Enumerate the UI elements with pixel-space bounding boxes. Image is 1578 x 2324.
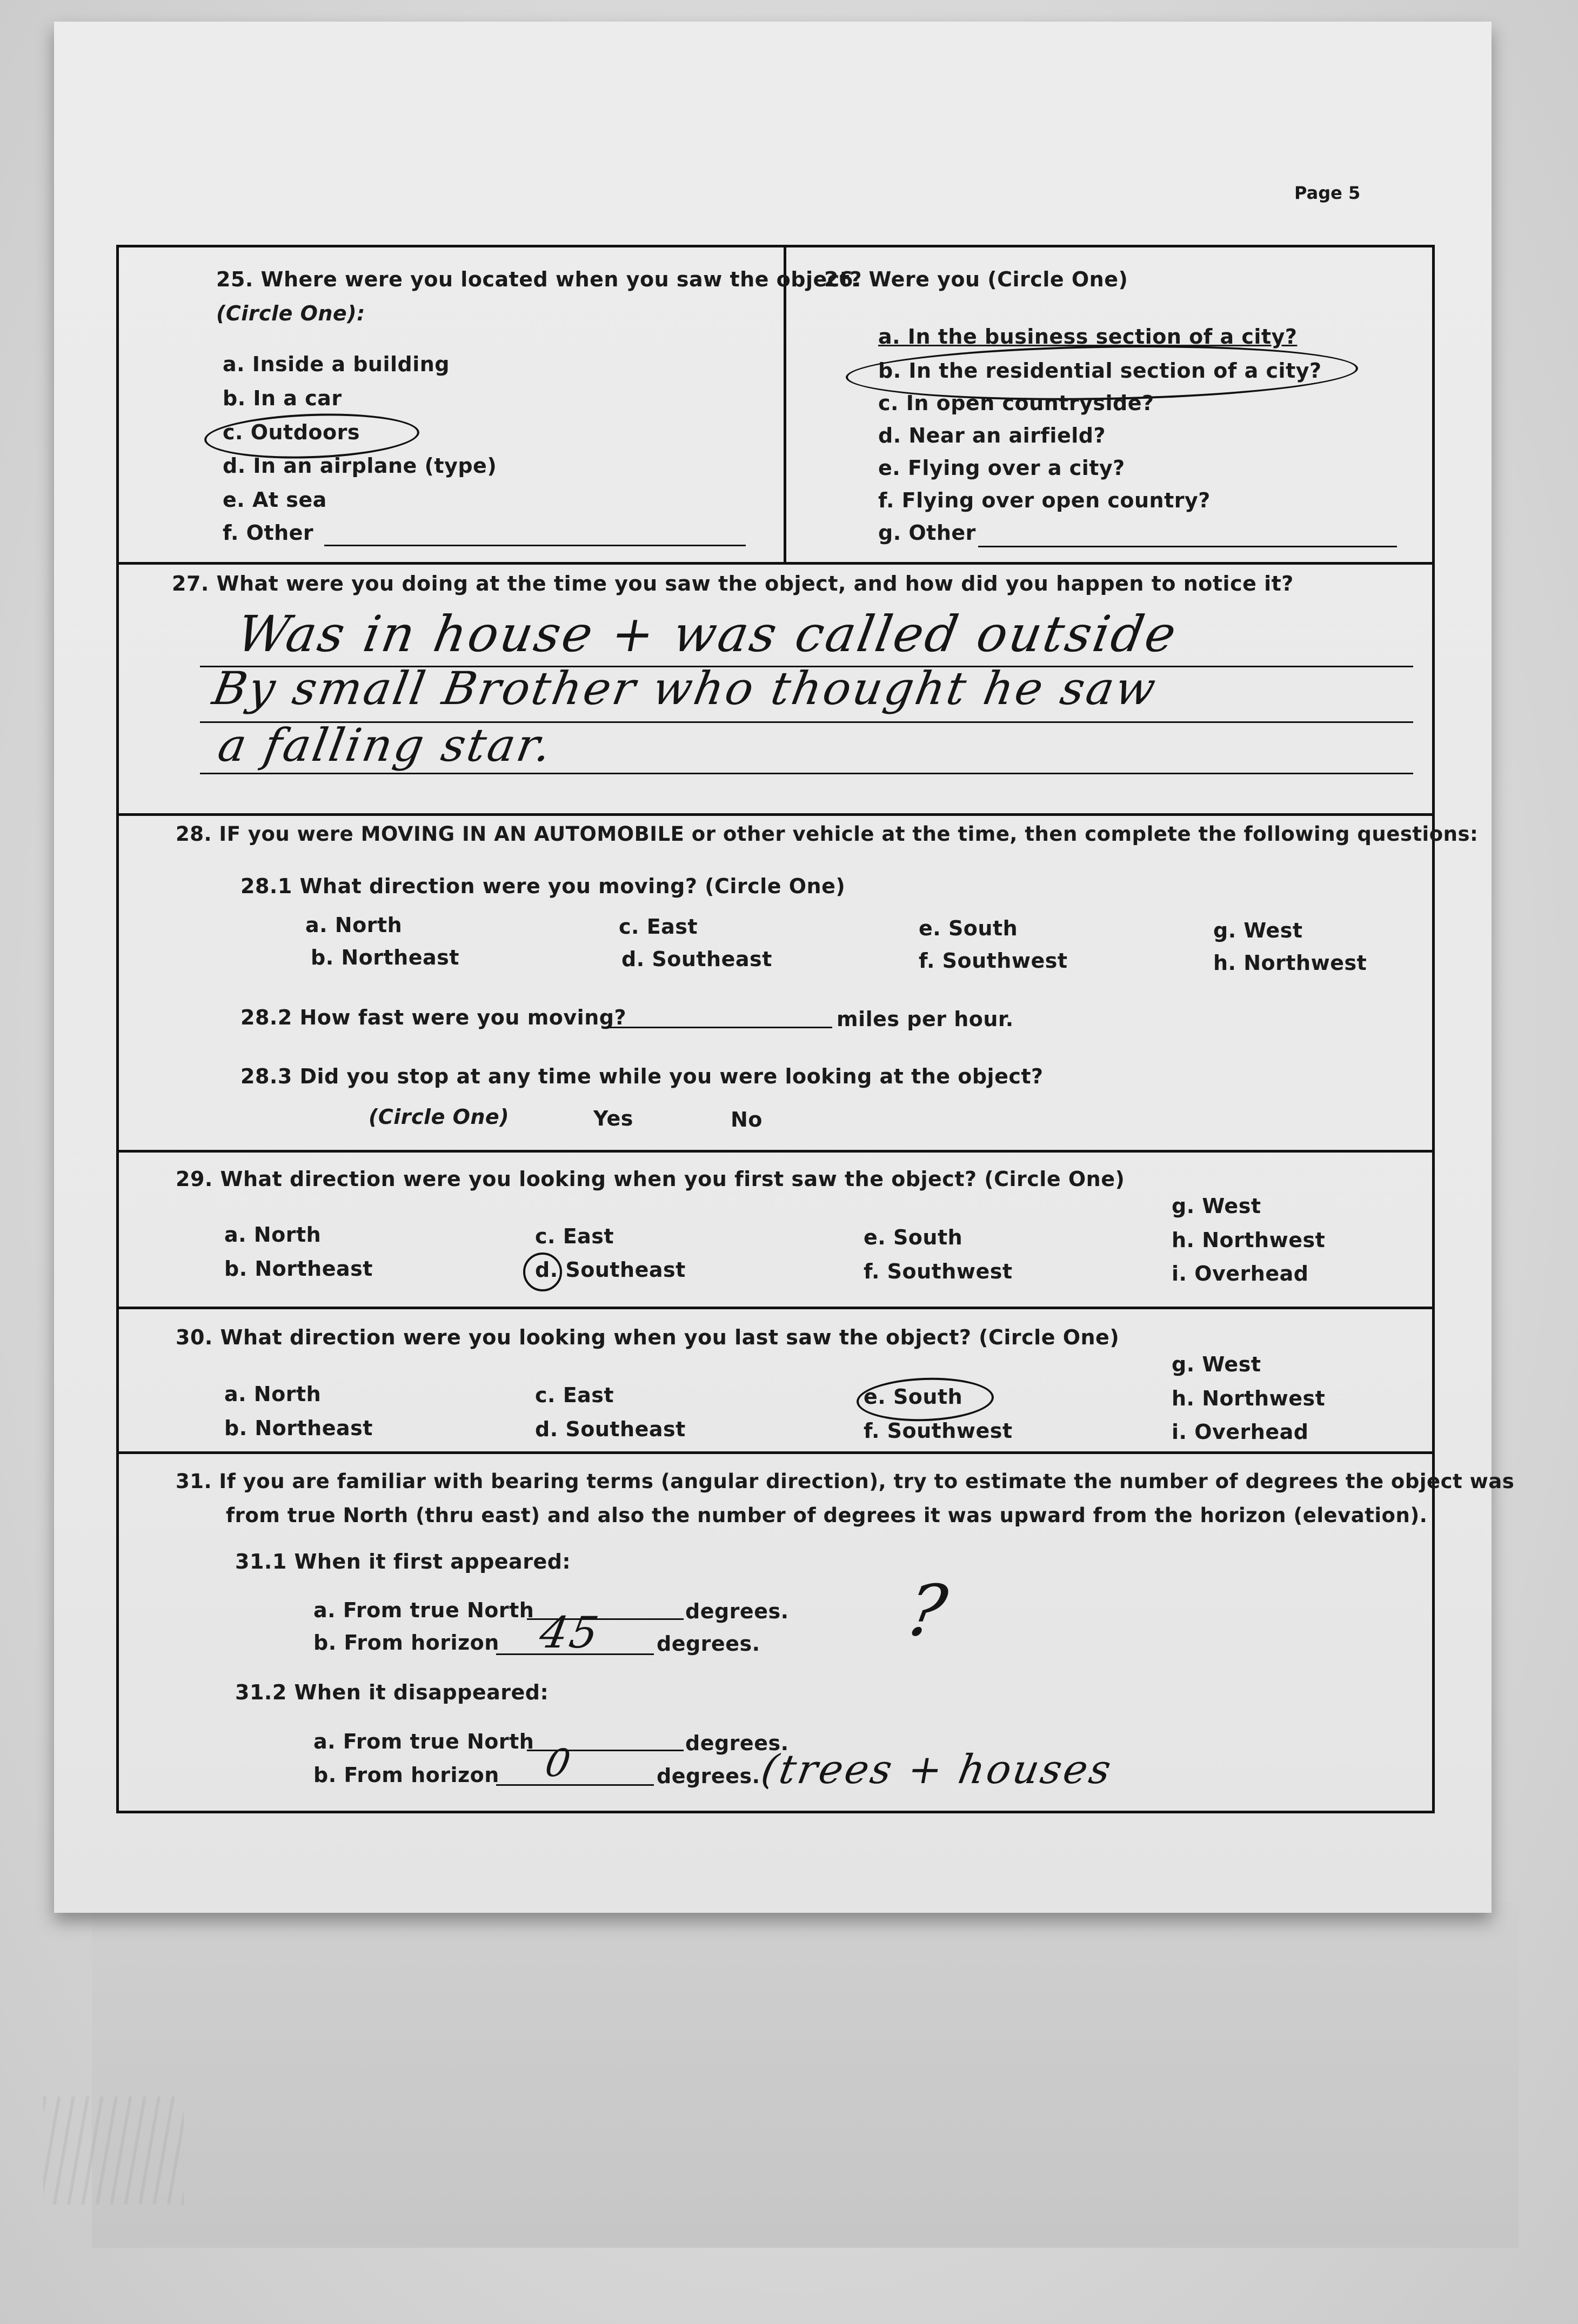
underlying-sheet <box>92 1902 1519 2248</box>
q25-other-line <box>324 545 746 546</box>
q29-option-e[interactable]: e. South <box>864 1225 963 1249</box>
q26-option-g[interactable]: g. Other <box>878 521 976 545</box>
q31-2-from-north-label: a. From true North <box>313 1730 534 1753</box>
q29-option-a[interactable]: a. North <box>224 1223 322 1247</box>
q26-option-f[interactable]: f. Flying over open country? <box>878 488 1211 512</box>
q31-1-heading: 31.1 When it first appeared: <box>235 1550 571 1573</box>
q25-instruction: (Circle One): <box>216 302 365 325</box>
q26-option-a[interactable]: a. In the business section of a city? <box>878 325 1298 349</box>
q28-2-speed-line[interactable] <box>605 1027 832 1028</box>
q29-answer-circle <box>523 1253 562 1291</box>
q25-option-c[interactable]: c. Outdoors <box>223 420 360 444</box>
divider-29 <box>119 1150 1432 1153</box>
q31-2-heading: 31.2 When it disappeared: <box>235 1680 549 1704</box>
q25-option-a[interactable]: a. Inside a building <box>223 352 450 376</box>
q30-question: 30. What direction were you looking when you last saw the object? (Circle One) <box>176 1325 1120 1349</box>
q26-option-d[interactable]: d. Near an airfield? <box>878 424 1106 447</box>
q27-answer-line1: Was in house + was called outside <box>232 605 1182 663</box>
q28-3-instruction: (Circle One) <box>369 1105 510 1129</box>
q25-option-d[interactable]: d. In an airplane (type) <box>223 454 497 478</box>
q31-2-horizon-value: 0 <box>541 1741 576 1785</box>
q30-option-d[interactable]: d. Southeast <box>535 1417 686 1441</box>
q28-1-option-d[interactable]: d. Southeast <box>621 947 772 971</box>
q28-2-unit: miles per hour. <box>837 1007 1014 1031</box>
q26-option-c[interactable]: c. In open countryside? <box>878 391 1154 415</box>
q28-3-question: 28.3 Did you stop at any time while you were looking at the object? <box>240 1064 1044 1088</box>
column-divider <box>784 247 786 562</box>
q26-option-e[interactable]: e. Flying over a city? <box>878 456 1125 480</box>
q28-1-option-f[interactable]: f. Southwest <box>919 949 1068 973</box>
divider-30 <box>119 1307 1432 1309</box>
q25-option-e[interactable]: e. At sea <box>223 488 327 512</box>
q30-option-c[interactable]: c. East <box>535 1383 614 1407</box>
q30-option-a[interactable]: a. North <box>224 1382 322 1406</box>
q31-2-north-degrees: degrees. <box>685 1731 789 1755</box>
q28-2-question: 28.2 How fast were you moving? <box>240 1006 626 1029</box>
q29-option-f[interactable]: f. Southwest <box>864 1260 1013 1283</box>
q31-2-horizon-degrees: degrees. <box>657 1764 760 1788</box>
q28-question: 28. IF you were MOVING IN AN AUTOMOBILE or other vehicle at the time, then complete the following questions: <box>176 822 1479 846</box>
q26-question: 26. Were you (Circle One) <box>824 267 1128 291</box>
q31-1-north-degrees: degrees. <box>685 1599 789 1623</box>
q30-option-b[interactable]: b. Northeast <box>224 1416 373 1440</box>
q30-option-i[interactable]: i. Overhead <box>1172 1420 1309 1444</box>
q29-option-d[interactable]: d. Southeast <box>535 1258 686 1282</box>
q31-1-horizon-value: 45 <box>536 1608 604 1658</box>
q28-3-no[interactable]: No <box>731 1108 763 1131</box>
q29-question: 29. What direction were you looking when you first saw the object? (Circle One) <box>176 1167 1125 1191</box>
q28-1-option-h[interactable]: h. Northwest <box>1213 951 1367 975</box>
q26-other-line <box>978 546 1397 547</box>
q25-question: 25. Where were you located when you saw the object? <box>216 267 862 291</box>
q28-3-yes[interactable]: Yes <box>593 1107 633 1130</box>
q27-question: 27. What were you doing at the time you saw the object, and how did you happen to notice it? <box>172 572 1294 595</box>
q27-answer-line2: By small Brother who thought he saw <box>209 662 1162 715</box>
q26-option-b[interactable]: b. In the residential section of a city? <box>878 359 1322 383</box>
q25-option-f[interactable]: f. Other <box>223 521 314 545</box>
q31-2-note: (trees + houses <box>758 1746 1116 1793</box>
q31-2-horizon-line[interactable] <box>496 1784 654 1786</box>
q30-option-h[interactable]: h. Northwest <box>1172 1387 1326 1410</box>
q31-1-horizon-degrees: degrees. <box>657 1632 760 1656</box>
q28-1-option-b[interactable]: b. Northeast <box>311 946 459 969</box>
q31-question-line2: from true North (thru east) and also the number of degrees it was upward from the horizon (elevation). <box>226 1504 1428 1527</box>
q31-1-from-north-label: a. From true North <box>313 1598 534 1622</box>
q27-line3 <box>200 773 1413 774</box>
divider-28 <box>119 813 1432 816</box>
divider-31 <box>119 1451 1432 1454</box>
q29-option-c[interactable]: c. East <box>535 1224 614 1248</box>
q29-option-h[interactable]: h. Northwest <box>1172 1228 1326 1252</box>
q25-option-b[interactable]: b. In a car <box>223 386 342 410</box>
q30-option-e[interactable]: e. South <box>864 1385 963 1409</box>
q28-1-option-c[interactable]: c. East <box>619 915 698 939</box>
q28-1-option-g[interactable]: g. West <box>1213 919 1303 942</box>
q29-option-g[interactable]: g. West <box>1172 1194 1261 1218</box>
q30-option-g[interactable]: g. West <box>1172 1352 1261 1376</box>
q28-1-option-e[interactable]: e. South <box>919 916 1018 940</box>
q29-option-i[interactable]: i. Overhead <box>1172 1262 1309 1285</box>
q29-option-b[interactable]: b. Northeast <box>224 1257 373 1281</box>
page-number: Page 5 <box>1294 183 1361 203</box>
q27-answer-line3: a falling star. <box>214 719 558 772</box>
divider-27 <box>119 562 1432 565</box>
film-scratch <box>43 2097 184 2205</box>
q31-1-from-horizon-label: b. From horizon <box>313 1631 499 1655</box>
q31-1-question-mark: ? <box>900 1570 955 1652</box>
q28-1-question: 28.1 What direction were you moving? (Circle One) <box>240 874 846 898</box>
q28-1-option-a[interactable]: a. North <box>305 913 403 937</box>
q31-question-line1: 31. If you are familiar with bearing terms (angular direction), try to estimate the number of degrees the object was <box>176 1470 1515 1493</box>
q30-option-f[interactable]: f. Southwest <box>864 1419 1013 1443</box>
q31-2-from-horizon-label: b. From horizon <box>313 1763 499 1787</box>
